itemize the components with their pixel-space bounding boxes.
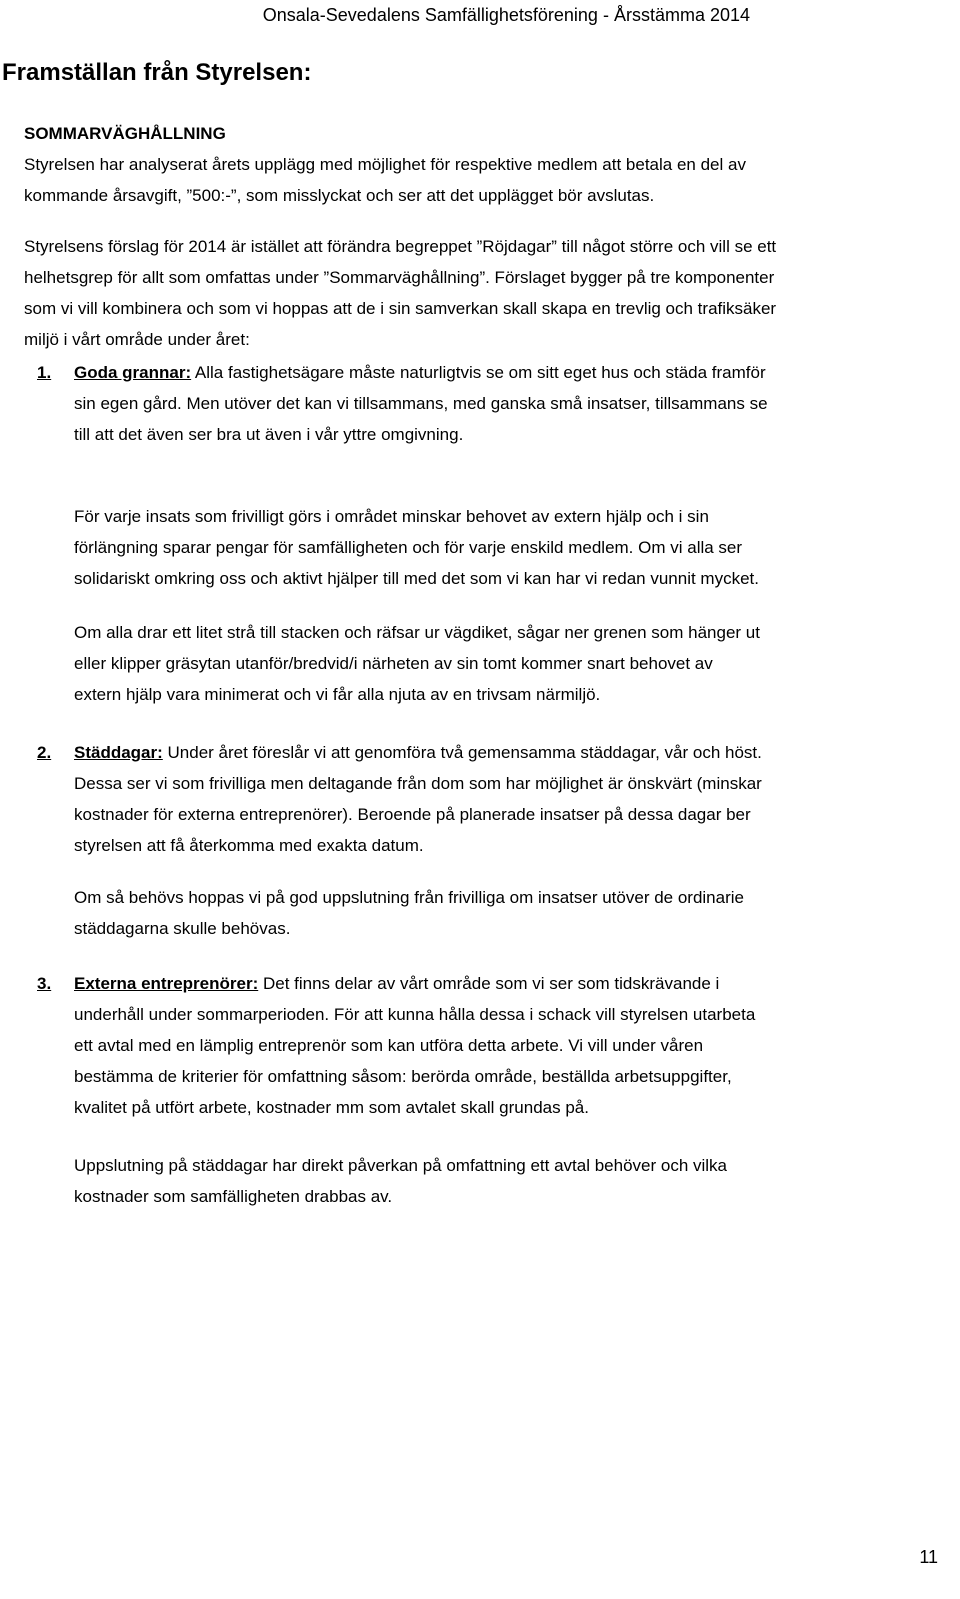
text-line: underhåll under sommarperioden. För att kunna hålla dessa i schack vill styrelsen utarbeta <box>74 1005 756 1024</box>
list-item-paragraph <box>74 617 760 710</box>
text-line: Dessa ser vi som frivilliga men deltagande från dom som har möjlighet är önskvärt (minskar <box>74 774 762 793</box>
text-line: Det finns delar av vårt område som vi ser som tidskrävande i <box>258 974 720 993</box>
text-line: kostnader som samfälligheten drabbas av. <box>74 1187 393 1206</box>
text-line: till att det även ser bra ut även i vår yttre omgivning. <box>74 425 464 444</box>
text-line: styrelsen att få återkomma med exakta datum. <box>74 836 424 855</box>
text-line: eller klipper gräsytan utanför/bredvid/i närheten av sin tomt kommer snart behovet av <box>74 654 713 673</box>
intro-paragraph <box>24 231 776 355</box>
list-item-paragraph <box>74 357 768 450</box>
text-line: förlängning sparar pengar för samfälligheten och för varje enskild medlem. Om vi alla ser <box>74 538 743 557</box>
text-line: Styrelsen har analyserat årets upplägg med möjlighet för respektive medlem att betala en del av <box>24 155 746 174</box>
text-line: solidariskt omkring oss och aktivt hjälper till med det som vi kan har vi redan vunnit mycket. <box>74 569 759 588</box>
text-line: sin egen gård. Men utöver det kan vi tillsammans, med ganska små insatser, tillsammans se <box>74 394 768 413</box>
list-number: 2. <box>37 743 52 762</box>
text-line: städdagarna skulle behövas. <box>74 919 291 938</box>
list-item-paragraph <box>74 1150 727 1212</box>
text-line: kommande årsavgift, ”500:-”, som misslyckat och ser att det upplägget bör avslutas. <box>24 186 655 205</box>
section-heading: SOMMARVÄGHÅLLNING <box>24 124 226 143</box>
page-header: Onsala-Sevedalens Samfällighetsförening - Årsstämma 2014 <box>262 5 750 25</box>
text-line: För varje insats som frivilligt görs i området minskar behovet av extern hjälp och i sin <box>74 507 709 526</box>
text-line: miljö i vårt område under året: <box>24 330 250 349</box>
text-line: Om alla drar ett litet strå till stacken och räfsar ur vägdiket, sågar ner grenen som hänger ut <box>74 623 760 642</box>
text-line: kvalitet på utfört arbete, kostnader mm som avtalet skall grundas på. <box>74 1098 589 1117</box>
text-line: helhetsgrep för allt som omfattas under ”Sommarväghållning”. Förslaget bygger på tre komponenter <box>24 268 775 287</box>
list-item-paragraph <box>74 737 762 861</box>
text-line: Styrelsens förslag för 2014 är istället att förändra begreppet ”Röjdagar” till något större och vill se ett <box>24 237 777 256</box>
text-line: Alla fastighetsägare måste naturligtvis se om sitt eget hus och städa framför <box>191 363 766 382</box>
text-line: Under året föreslår vi att genomföra två gemensamma städdagar, vår och höst. <box>162 743 762 762</box>
list-item-label: Städdagar: <box>74 743 163 762</box>
text-line: ett avtal med en lämplig entreprenör som kan utföra detta arbete. Vi vill under våren <box>74 1036 704 1055</box>
list-item-paragraph <box>74 501 759 594</box>
text-line: bestämma de kriterier för omfattning såsom: berörda område, beställda arbetsuppgifter, <box>74 1067 732 1086</box>
text-line: kostnader för externa entreprenörer). Beroende på planerade insatser på dessa dagar ber <box>74 805 751 824</box>
text-line: Uppslutning på städdagar har direkt påverkan på omfattning ett avtal behöver och vilka <box>74 1156 728 1175</box>
text-line: extern hjälp vara minimerat och vi får alla njuta av en trivsam närmiljö. <box>74 685 601 704</box>
list-item-paragraph <box>74 882 744 944</box>
list-item-paragraph <box>74 968 755 1123</box>
page-title: Framställan från Styrelsen: <box>2 59 312 86</box>
list-number: 1. <box>37 363 52 382</box>
intro-paragraph <box>24 149 746 211</box>
text-line: som vi vill kombinera och som vi hoppas att de i sin samverkan skall skapa en trevlig och trafiksäker <box>24 299 777 318</box>
page-number: 11 <box>919 1547 938 1567</box>
list-item-label: Goda grannar: <box>74 363 192 382</box>
text-line: Om så behövs hoppas vi på god uppslutning från frivilliga om insatser utöver de ordinarie <box>74 888 744 907</box>
list-number: 3. <box>37 974 52 993</box>
list-item-label: Externa entreprenörer: <box>74 974 259 993</box>
